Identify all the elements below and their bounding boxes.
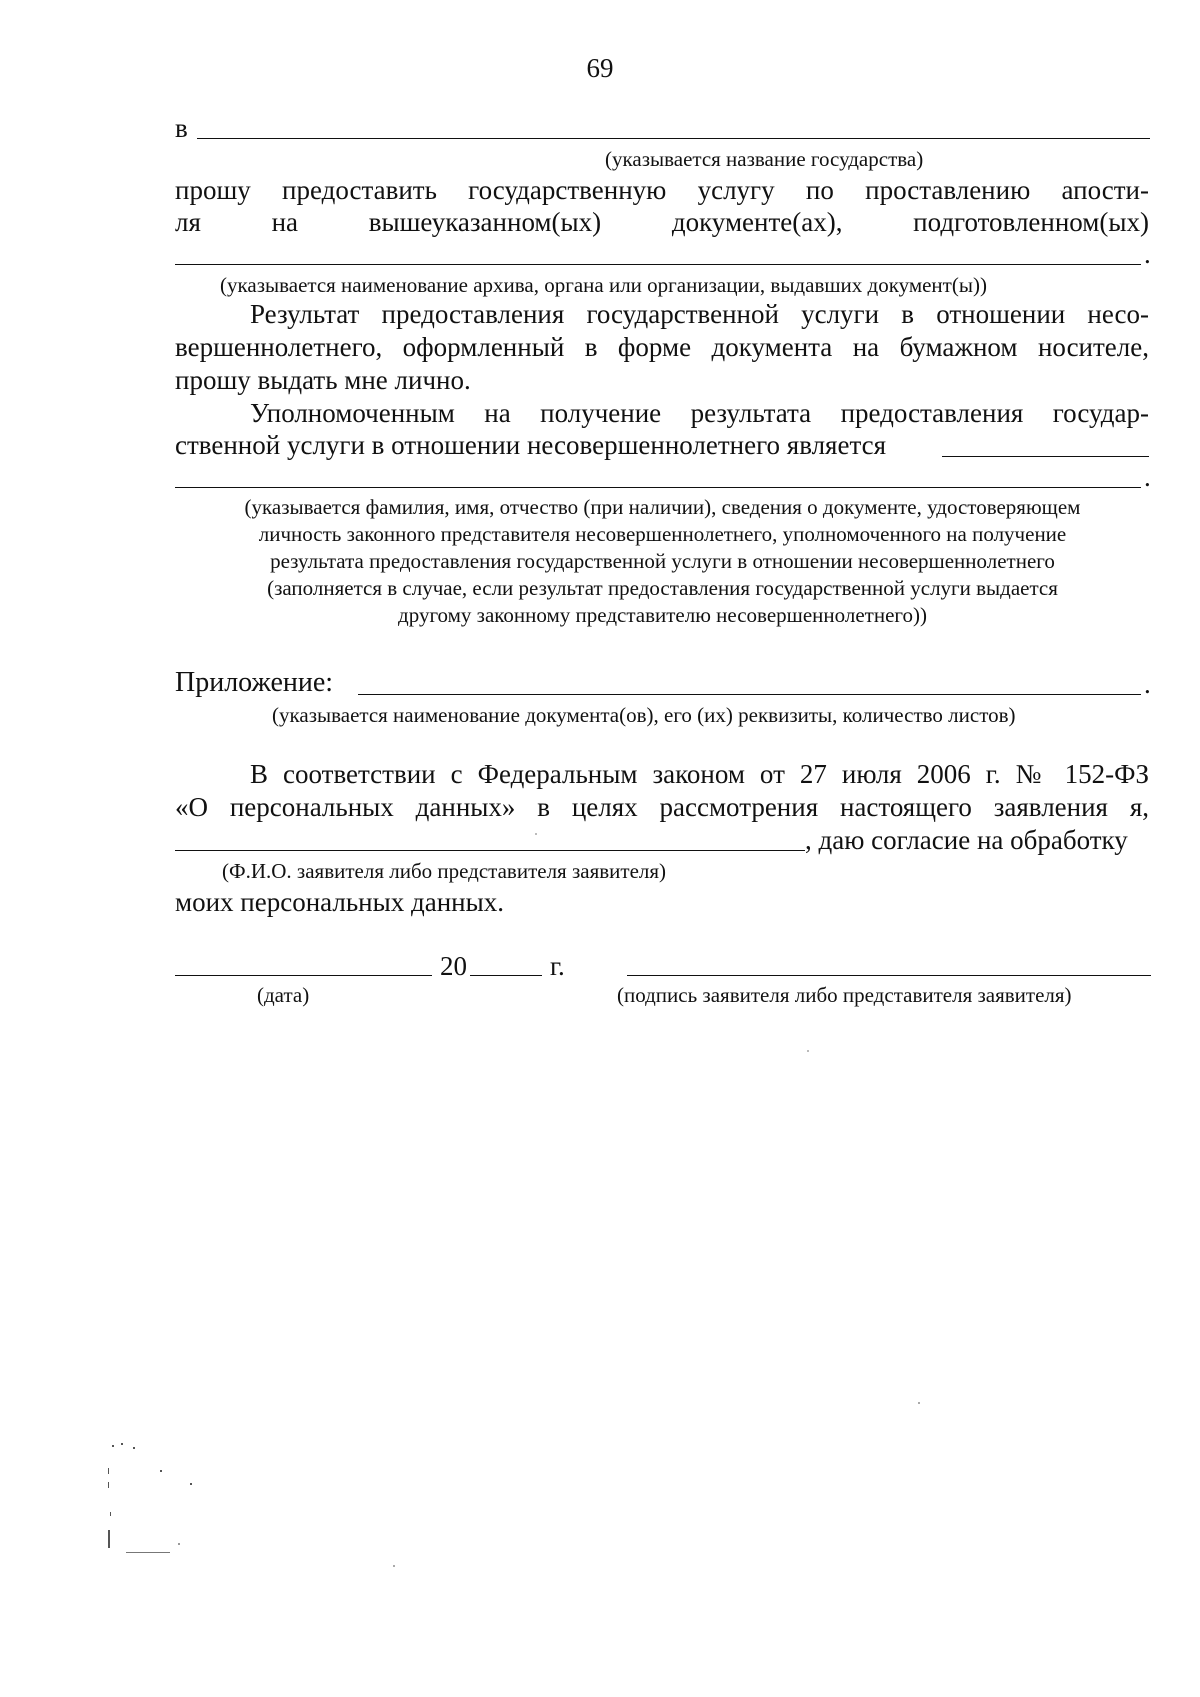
attachment-hint: (указывается наименование документа(ов), его (их) реквизиты, количество листов) — [272, 703, 1016, 727]
state-field-line — [197, 138, 1150, 139]
year-field-line — [470, 975, 542, 976]
consent-line-2: «О персональных данных» в целях рассмотрения настоящего заявления я, — [175, 792, 1149, 822]
state-prefix: в — [175, 113, 188, 143]
authorized-hint-2: личность законного представителя несовершеннолетнего, уполномоченного на получение — [258, 522, 1067, 546]
consent-name-field-line — [175, 850, 805, 851]
authorized-inline-field-line — [942, 456, 1149, 457]
authorized-line-2: ственной услуги в отношении несовершеннолетнего является — [175, 430, 886, 460]
request-line-2: ля на вышеуказанном(ых) документе(ах), подготовленном(ых) — [175, 207, 1149, 237]
signature-hint: (подпись заявителя либо представителя заявителя) — [617, 983, 1072, 1007]
authorized-hint-3: результата предоставления государственной услуги в отношении несовершеннолетнего — [270, 549, 1055, 573]
authorized-field-line — [175, 487, 1141, 488]
consent-line-3: , даю согласие на обработку — [805, 825, 1128, 855]
result-line-1: Результат предоставления государственной услуги в отношении несо- — [250, 299, 1149, 329]
signature-field-line — [627, 975, 1151, 976]
date-hint: (дата) — [257, 983, 310, 1007]
attachment-period: . — [1144, 669, 1151, 699]
year-suffix: г. — [550, 951, 565, 981]
authorized-line-1: Уполномоченным на получение результата предоставления государ- — [250, 398, 1149, 428]
issuer-field-line — [175, 264, 1141, 265]
page-number: 69 — [586, 53, 614, 83]
authorized-hint-1: (указывается фамилия, имя, отчество (при наличии), сведения о документе, удостоверяющем — [244, 495, 1081, 519]
result-line-2: вершеннолетнего, оформленный в форме документа на бумажном носителе, — [175, 332, 1149, 362]
authorized-hint-4: (заполняется в случае, если результат предоставления государственной услуги выдается — [267, 576, 1058, 600]
consent-line-4: моих персональных данных. — [175, 887, 505, 917]
consent-line-1: В соответствии с Федеральным законом от 27 июля 2006 г. № 152-ФЗ — [250, 759, 1149, 789]
issuer-period: . — [1144, 239, 1151, 269]
state-hint: (указывается название государства) — [605, 147, 924, 171]
attachment-label: Приложение: — [175, 667, 334, 698]
result-line-3: прошу выдать мне лично. — [175, 365, 471, 395]
consent-hint: (Ф.И.О. заявителя либо представителя заявителя) — [222, 859, 667, 883]
authorized-period: . — [1144, 462, 1151, 492]
attachment-field-line — [358, 694, 1141, 695]
year-prefix: 20 — [440, 951, 467, 981]
issuer-hint: (указывается наименование архива, органа или организации, выдавших документ(ы)) — [220, 273, 987, 297]
date-field-line — [175, 975, 432, 976]
request-line-1: прошу предоставить государственную услугу по проставлению апости- — [175, 175, 1149, 205]
authorized-hint-5: другому законному представителю несовершеннолетнего)) — [398, 603, 927, 627]
